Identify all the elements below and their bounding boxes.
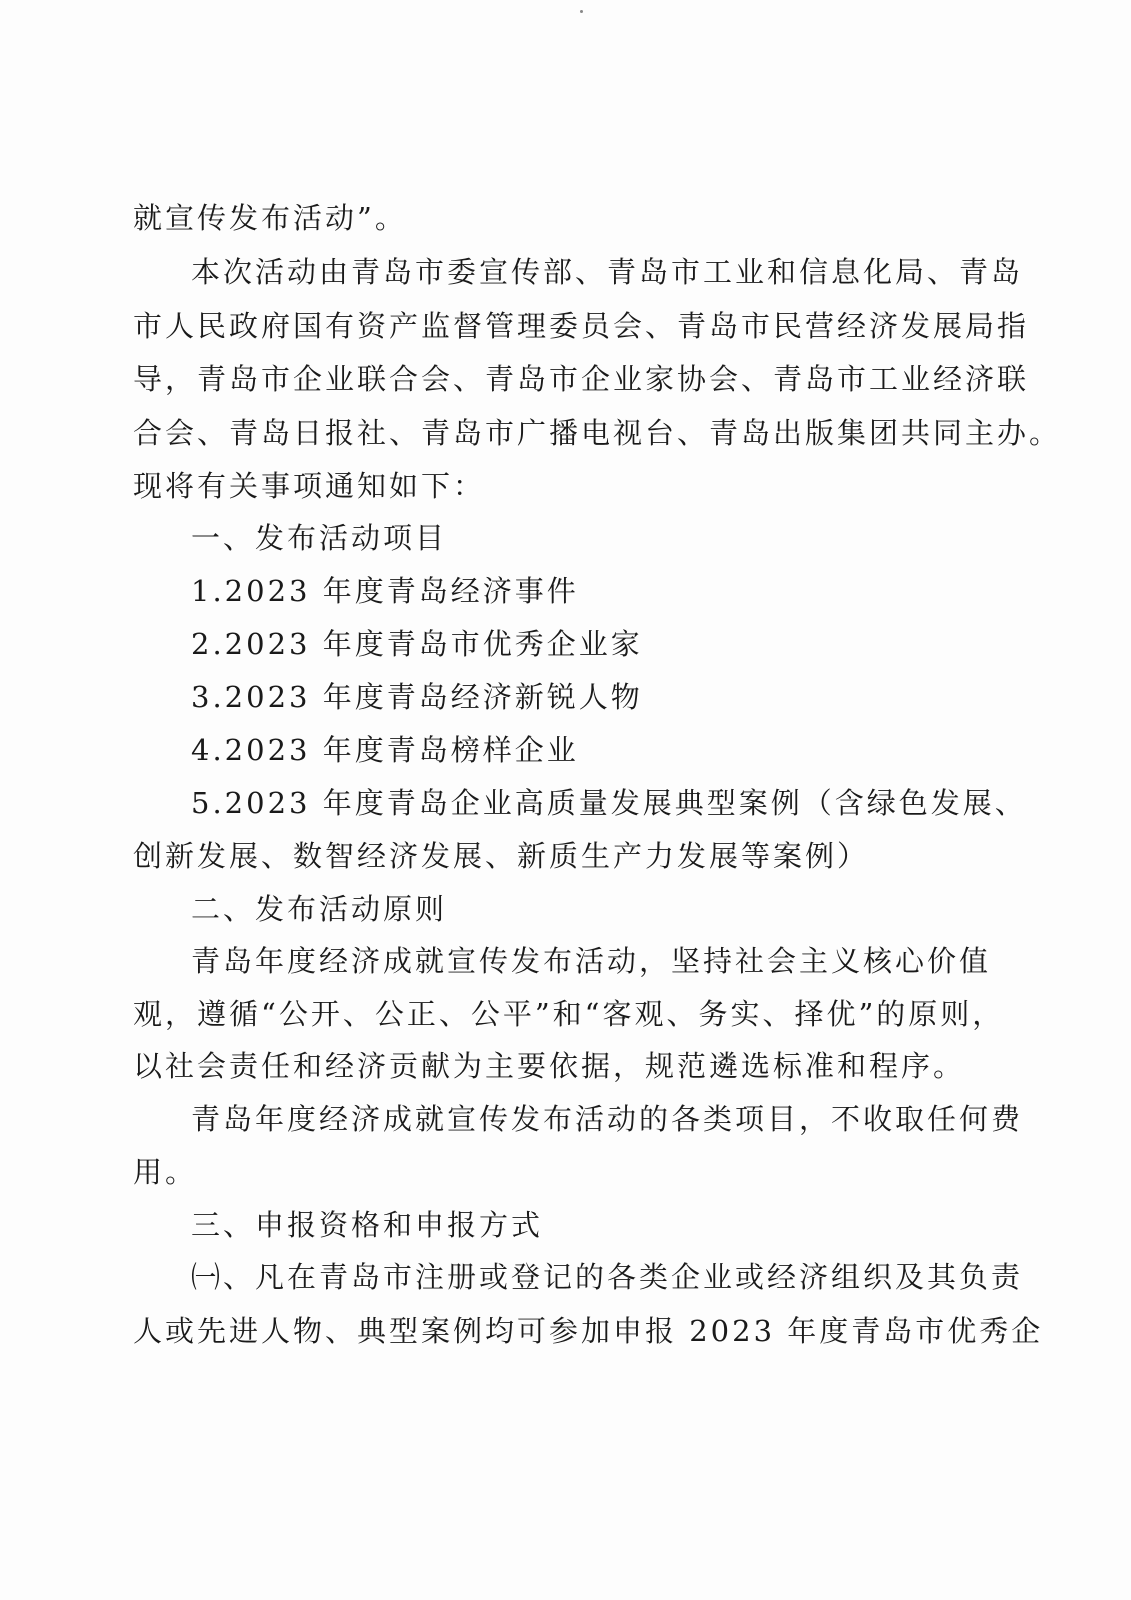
- text-line: 市人民政府国有资产监督管理委员会、青岛市民营经济发展局指: [133, 309, 1030, 343]
- text-line: ㈠、凡在青岛市注册或登记的各类企业或经济组织及其负责: [191, 1260, 1024, 1294]
- list-item: 2.2023 年度青岛市优秀企业家: [191, 627, 643, 661]
- text-line: 导，青岛市企业联合会、青岛市企业家协会、青岛市工业经济联: [133, 362, 1030, 396]
- list-item: 1.2023 年度青岛经济事件: [191, 574, 579, 608]
- section-heading: 三、申报资格和申报方式: [191, 1208, 544, 1242]
- text-line: 青岛年度经济成就宣传发布活动，坚持社会主义核心价值: [191, 944, 992, 978]
- list-item: 3.2023 年度青岛经济新锐人物: [191, 680, 643, 714]
- text-line: 现将有关事项通知如下：: [133, 469, 486, 503]
- list-item: 5.2023 年度青岛企业高质量发展典型案例（含绿色发展、: [191, 786, 1027, 820]
- text-line: 就宣传发布活动”。: [133, 201, 407, 235]
- section-heading: 一、发布活动项目: [191, 521, 448, 555]
- text-line: 以社会责任和经济贡献为主要依据，规范遴选标准和程序。: [133, 1049, 966, 1083]
- text-line: 合会、青岛日报社、青岛市广播电视台、青岛出版集团共同主办。: [133, 416, 1062, 450]
- text-line: 本次活动由青岛市委宣传部、青岛市工业和信息化局、青岛: [191, 255, 1024, 289]
- text-line: 青岛年度经济成就宣传发布活动的各类项目，不收取任何费: [191, 1102, 1024, 1136]
- list-item: 4.2023 年度青岛榜样企业: [191, 733, 579, 767]
- scan-speck: [580, 10, 583, 13]
- text-line: 创新发展、数智经济发展、新质生产力发展等案例）: [133, 839, 870, 873]
- text-line: 观，遵循“公开、公正、公平”和“客观、务实、择优”的原则，: [133, 997, 1005, 1031]
- text-line: 用。: [133, 1155, 198, 1189]
- section-heading: 二、发布活动原则: [191, 892, 448, 926]
- text-line: 人或先进人物、典型案例均可参加申报 2023 年度青岛市优秀企: [133, 1314, 1044, 1348]
